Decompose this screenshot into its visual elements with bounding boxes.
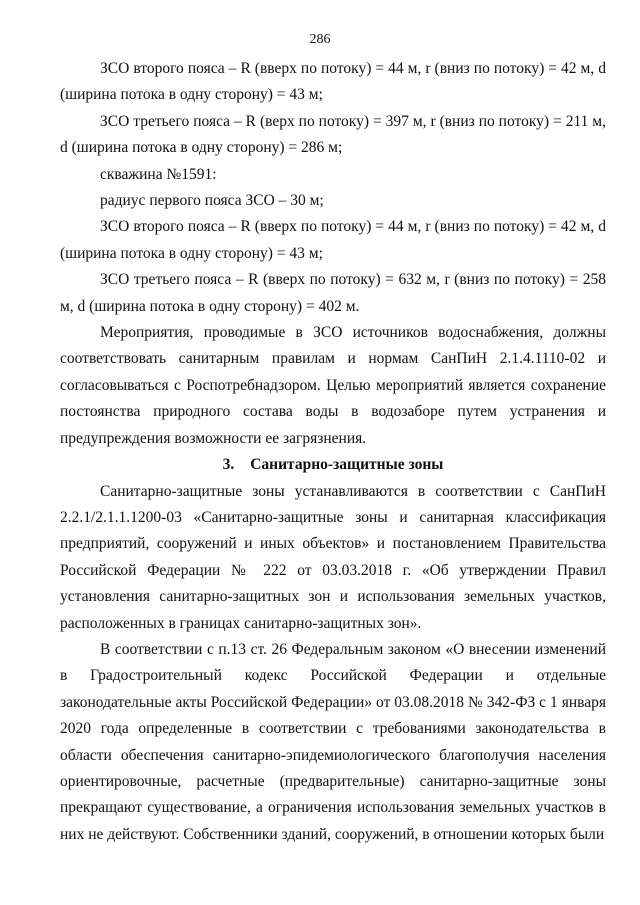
section-title: Санитарно-защитные зоны [250, 456, 444, 474]
paragraph-zso3-1: ЗСО третьего пояса – R (верх по потоку) = 397 м, r (вниз по потоку) = 211 м, d (ширина потока в одну сторону) = 286 м; [60, 112, 606, 157]
paragraph-well-1591: скважина №1591: [100, 165, 217, 183]
paragraph-zso2-1: ЗСО второго пояса – R (вверх по потоку) = 44 м, r (вниз по потоку) = 42 м, d (ширина потока в одну сторону) = 43 м; [60, 60, 606, 104]
section-number: 3. [222, 456, 235, 474]
paragraph-zso1-radius: радиус первого пояса ЗСО – 30 м; [100, 192, 324, 210]
paragraph-measures: Мероприятия, проводимые в ЗСО источников водоснабжения, должны соответствовать санитарным правилам и нормам СанПиН 2.1.4.1110-02 и согласовываться с Роспотребнадзором. Целью мероприятий является сохранение постоянства природного состава воды в водозаборе путем устранения и предупреждения возможности ее загрязнения. [60, 324, 606, 447]
paragraph-zso2-2: ЗСО второго пояса – R (вверх по потоку) = 44 м, r (вниз по потоку) = 42 м, d (ширина потока в одну сторону) = 43 м; [60, 218, 606, 262]
paragraph-federal-law: В соответствии с п.13 ст. 26 Федеральным законом «О внесении изменений в Градостроительный кодекс Российской Федерации и отдельные законодательные акты Российской Федерации» от 03.08.2018 № 342-ФЗ с 1 января 2020 года определенные в соответствии с требованиями законодательства в области обеспечения санитарно-эпидемиологического благополучия населения ориентировочные, расчетные (предварительные) санитарно-защитные зоны прекращают существование, а ограничения использования земельных участков в них не действуют. Собственники зданий, сооружений, в отношении которых были [60, 640, 606, 843]
paragraph-sanitary-zones: Санитарно-защитные зоны устанавливаются в соответствии с СанПиН 2.2.1/2.1.1.1200-03 «Санитарно-защитные зоны и санитарная классификация предприятий, сооружений и иных объектов» и постановлением Правительства Российской Федерации № 222 от 03.03.2018 г. «Об утверждении Правил установления санитарно-защитных зон и использования земельных участков, расположенных в границах санитарно-защитных зон». [60, 482, 606, 632]
section-heading [60, 452, 606, 478]
page-number: 286 [309, 32, 331, 47]
paragraph-zso3-2: ЗСО третьего пояса – R (вверх по потоку) = 632 м, r (вниз по потоку) = 258 м, d (ширина потока в одну сторону) = 402 м. [60, 271, 606, 315]
page-content [60, 56, 606, 848]
